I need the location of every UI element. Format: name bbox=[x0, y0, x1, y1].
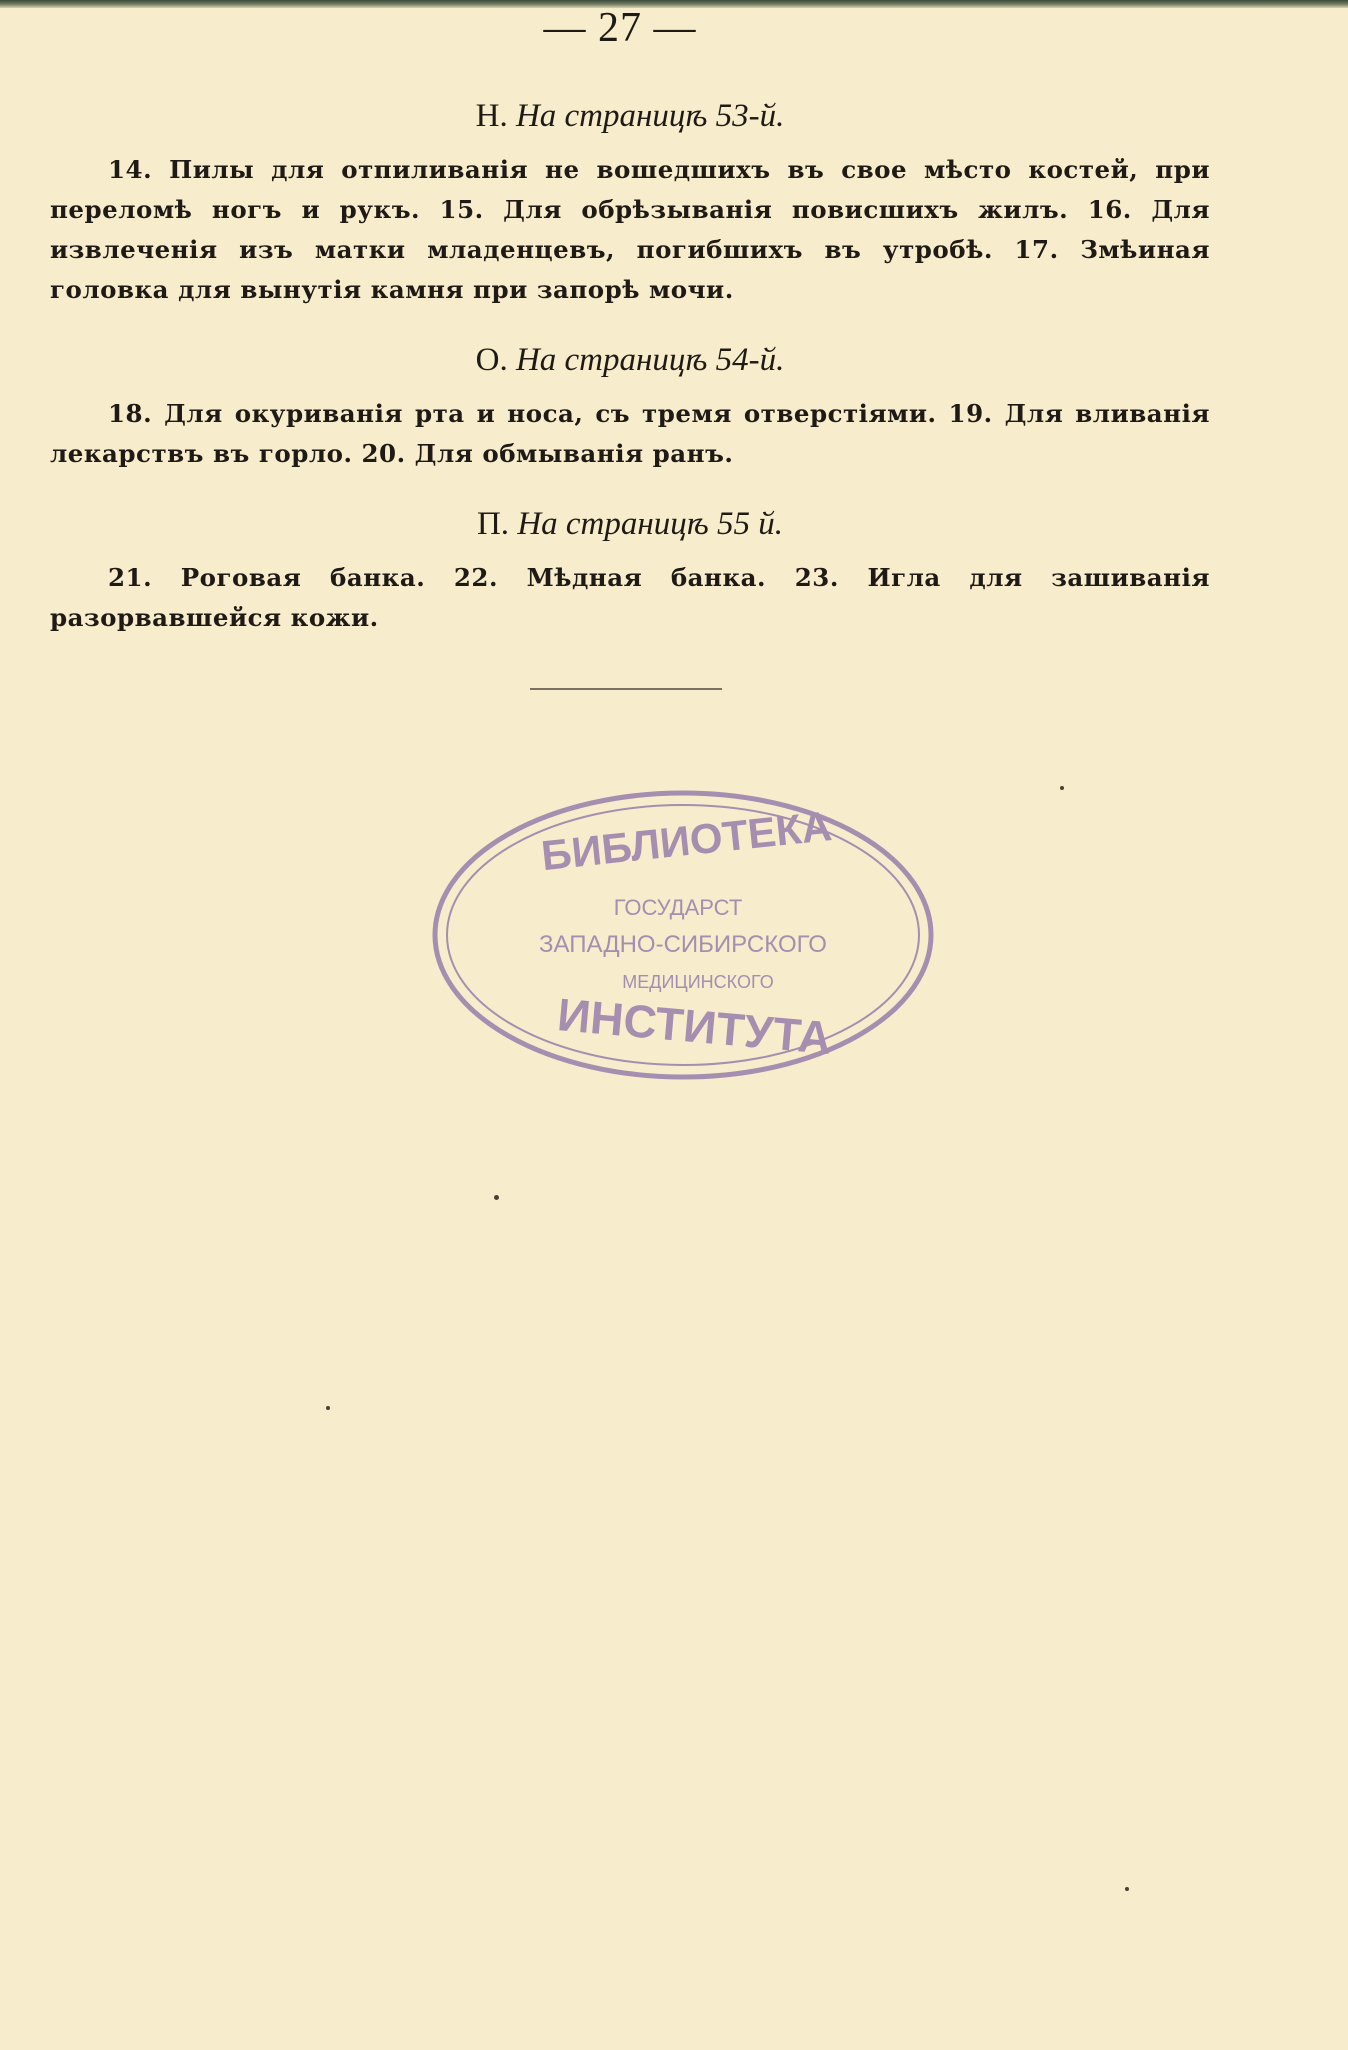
section-p bbox=[50, 500, 1210, 638]
section-o bbox=[50, 336, 1210, 474]
section-text: 14. Пилы для отпиливанія не вошедшихъ въ свое мѣсто костей, при переломѣ ногъ и рукъ. 15. Для обрѣзыванія повисшихъ жилъ. 16. Для извлеченія изъ матки младенцевъ, погибшихъ въ утробѣ. 17. Змѣиная головка для вынутія камня при запорѣ мочи. bbox=[50, 155, 1210, 304]
library-stamp bbox=[428, 780, 938, 1090]
section-text: 18. Для окуриванія рта и носа, съ тремя отверстіями. 19. Для вливанія лекарствъ въ горло. 20. Для обмыванія ранъ. bbox=[50, 399, 1210, 468]
section-heading bbox=[50, 336, 1210, 384]
section-text: 21. Роговая банка. 22. Мѣдная банка. 23. Игла для зашиванія разорвавшейся кожи. bbox=[50, 563, 1210, 632]
paper-speck bbox=[494, 1195, 499, 1200]
page-content bbox=[50, 92, 1210, 664]
section-n bbox=[50, 92, 1210, 310]
section-page-ref: На страницѣ 53-й. bbox=[515, 98, 785, 134]
paper-speck bbox=[1125, 1887, 1129, 1891]
section-page-ref: На страницѣ 54-й. bbox=[515, 342, 785, 378]
stamp-line-1: БИБЛИОТЕКА bbox=[539, 801, 834, 880]
section-letter: О. bbox=[475, 342, 508, 378]
paper-speck bbox=[326, 1406, 330, 1410]
section-letter: Н. bbox=[475, 98, 508, 134]
section-heading bbox=[50, 500, 1210, 548]
section-page-ref: На страницѣ 55 й. bbox=[517, 506, 784, 542]
stamp-line-2: ГОСУДАРСТ bbox=[613, 895, 743, 920]
stamp-line-4: МЕДИЦИНСКОГО bbox=[622, 972, 774, 992]
section-heading bbox=[50, 92, 1210, 140]
section-letter: П. bbox=[476, 506, 510, 542]
stamp-line-5: ИНСТИТУТА bbox=[555, 988, 834, 1064]
stamp-line-3: ЗАПАДНО-СИБИРСКОГО bbox=[539, 931, 827, 958]
page-number: — 27 — bbox=[543, 5, 697, 51]
closing-rule bbox=[530, 688, 722, 690]
paper-speck bbox=[1060, 786, 1064, 790]
